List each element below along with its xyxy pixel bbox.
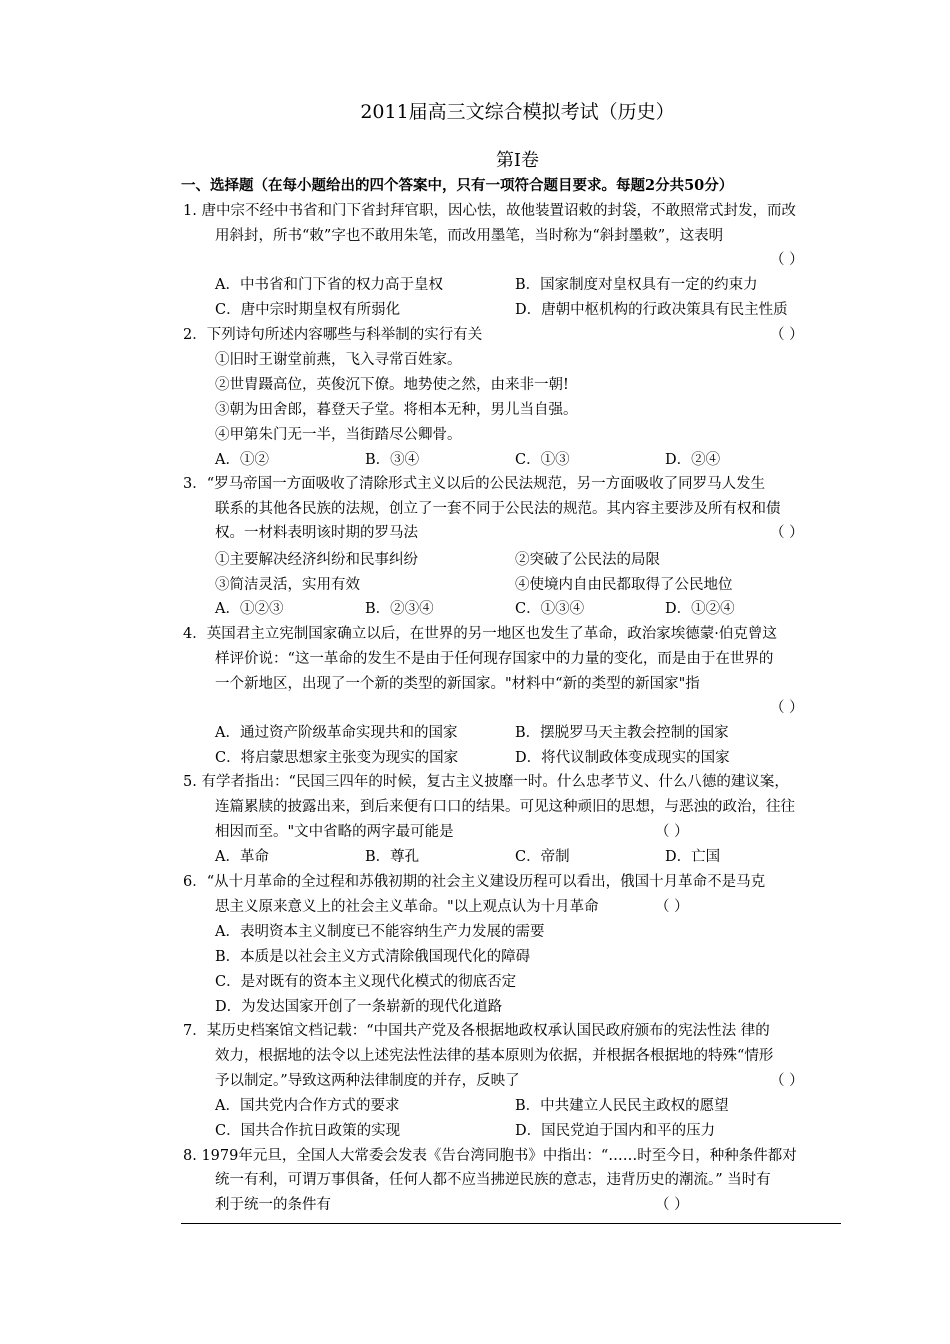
q6-option-a: A．表明资本主义制度已不能容纳生产力发展的需要 xyxy=(215,924,545,940)
q2-item-2: ②世胄蹑高位，英俊沉下僚。地势使之然，由来非一朝! xyxy=(215,377,569,393)
q1-option-a: A．中书省和门下省的权力高于皇权 xyxy=(215,277,443,293)
q7-option-c: C．国共合作抗日政策的实现 xyxy=(215,1123,401,1139)
q6-stem-line2: 思主义原来意义上的社会主义革命。"以上观点认为十月革命 xyxy=(215,899,599,915)
footer-rule xyxy=(181,1223,841,1224)
q6-option-c: C．是对既有的资本主义现代化模式的彻底否定 xyxy=(215,974,517,990)
q5-option-b: B．尊孔 xyxy=(365,849,420,865)
q5-option-d: D．亡国 xyxy=(665,849,721,865)
q1-stem-line1: 1. 唐中宗不经中书省和门下省封拜官职，因心怯，故他装置诏敕的封袋，不敢照常式封发，而改 xyxy=(183,203,796,219)
q6-option-d: D．为发达国家开创了一条崭新的现代化道路 xyxy=(215,999,503,1015)
q6-stem-line1: 6．“从十月革命的全过程和苏俄初期的社会主义建设历程可以看出，俄国十月革命不是马克 xyxy=(183,874,766,890)
q2-option-a: A．①② xyxy=(215,452,269,468)
page-title: 2011届高三文综合模拟考试（历史） xyxy=(360,101,675,123)
q7-stem-line1: 7．某历史档案馆文档记载：“中国共产党及各根据地政权承认国民政府颁布的宪法性法 律的 xyxy=(183,1023,770,1039)
q2-answer-blank: （ ） xyxy=(770,327,804,343)
q8-answer-blank: （ ） xyxy=(655,1197,689,1213)
q7-option-d: D．国民党迫于国内和平的压力 xyxy=(515,1123,716,1139)
q7-stem-line3: 予以制定。”导致这两种法律制度的并存，反映了 xyxy=(215,1073,520,1089)
q5-stem-line2: 连篇累牍的披露出来，到后来便有口口的结果。可见这种顽旧的思想，与恶浊的政治，往往 xyxy=(215,799,795,815)
q4-option-d: D．将代议制政体变成现实的国家 xyxy=(515,750,730,766)
q5-option-c: C．帝制 xyxy=(515,849,570,865)
q3-item-2: ②突破了公民法的局限 xyxy=(515,552,660,568)
q7-option-a: A．国共党内合作方式的要求 xyxy=(215,1098,400,1114)
q1-option-c: C．唐中宗时期皇权有所弱化 xyxy=(215,302,401,318)
section-heading: 一、选择题（在每小题给出的四个答案中，只有一项符合题目要求。每题2分共50分） xyxy=(181,177,734,194)
q2-option-d: D．②④ xyxy=(665,452,721,468)
q4-answer-blank: （ ） xyxy=(770,700,804,716)
q6-option-b: B．本质是以社会主义方式清除俄国现代化的障碍 xyxy=(215,949,531,965)
q2-item-1: ①旧时王谢堂前燕，飞入寻常百姓家。 xyxy=(215,352,462,368)
q8-stem-line3: 利于统一的条件有 xyxy=(215,1197,331,1213)
q7-answer-blank: （ ） xyxy=(770,1073,804,1089)
q1-answer-blank: （ ） xyxy=(770,252,804,268)
q3-option-b: B．②③④ xyxy=(365,601,434,617)
q2-stem: 2．下列诗句所述内容哪些与科举制的实行有关 xyxy=(183,327,483,343)
q3-item-4: ④使境内自由民都取得了公民地位 xyxy=(515,577,733,593)
q2-item-3: ③朝为田舍郎，暮登天子堂。将相本无种，男儿当自强。 xyxy=(215,402,578,418)
q1-option-d: D．唐朝中枢机构的行政决策具有民主性质 xyxy=(515,302,788,318)
q4-stem-line1: 4．英国君主立宪制国家确立以后，在世界的另一地区也发生了革命，政治家埃德蒙·伯克曾这 xyxy=(183,626,777,642)
q3-stem-line3: 权。一材料表明该时期的罗马法 xyxy=(215,525,418,541)
q8-stem-line2: 统一有利，可谓万事俱备，任何人都不应当拂逆民族的意志，违背历史的潮流。” 当时有 xyxy=(215,1172,771,1188)
q3-stem-line2: 联系的其他各民族的法规，创立了一套不同于公民法的规范。其内容主要涉及所有权和债 xyxy=(215,501,781,517)
q3-answer-blank: （ ） xyxy=(770,525,804,541)
q4-stem-line3: 一个新地区，出现了一个新的类型的新国家。"材料中“新的类型的新国家"指 xyxy=(215,676,700,692)
q2-item-4: ④甲第朱门无一半，当街踏尽公卿骨。 xyxy=(215,427,462,443)
volume-heading: 第Ⅰ卷 xyxy=(495,150,540,171)
q5-stem-line3: 相因而至。"文中省略的两字最可能是 xyxy=(215,824,454,840)
q8-stem-line1: 8. 1979年元旦，全国人大常委会发表《告台湾同胞书》中指出：“……时至今日，种种条件都对 xyxy=(183,1148,797,1164)
q3-item-1: ①主要解决经济纠纷和民事纠纷 xyxy=(215,552,418,568)
q4-option-a: A．通过资产阶级革命实现共和的国家 xyxy=(215,725,458,741)
q5-option-a: A．革命 xyxy=(215,849,269,865)
q5-stem-line1: 5. 有学者指出：“民国三四年的时候，复古主义披靡一时。什么忠孝节义、什么八德的建议案， xyxy=(183,774,789,790)
q4-option-c: C．将启蒙思想家主张变为现实的国家 xyxy=(215,750,459,766)
q1-option-b: B．国家制度对皇权具有一定的约束力 xyxy=(515,277,758,293)
q5-answer-blank: （ ） xyxy=(655,824,689,840)
q2-option-c: C．①③ xyxy=(515,452,570,468)
q3-option-c: C．①③④ xyxy=(515,601,585,617)
q7-stem-line2: 效力，根据地的法令以上述宪法性法律的基本原则为依据，并根据各根据地的特殊“情形 xyxy=(215,1048,774,1064)
q3-item-3: ③简洁灵活，实用有效 xyxy=(215,577,360,593)
q3-option-a: A．①②③ xyxy=(215,601,284,617)
q6-answer-blank: （ ） xyxy=(655,899,689,915)
q4-option-b: B．摆脱罗马天主教会控制的国家 xyxy=(515,725,729,741)
q3-stem-line1: 3．“罗马帝国一方面吸收了清除形式主义以后的公民法规范，另一方面吸收了同罗马人发生 xyxy=(183,476,766,492)
q7-option-b: B．中共建立人民民主政权的愿望 xyxy=(515,1098,729,1114)
q4-stem-line2: 样评价说：“这一革命的发生不是由于任何现存国家中的力量的变化，而是由于在世界的 xyxy=(215,651,774,667)
q3-option-d: D．①②④ xyxy=(665,601,735,617)
q2-option-b: B．③④ xyxy=(365,452,420,468)
q1-stem-line2: 用斜封，所书“敕”字也不敢用朱笔，而改用墨笔，当时称为“斜封墨敕”，这表明 xyxy=(215,228,724,244)
